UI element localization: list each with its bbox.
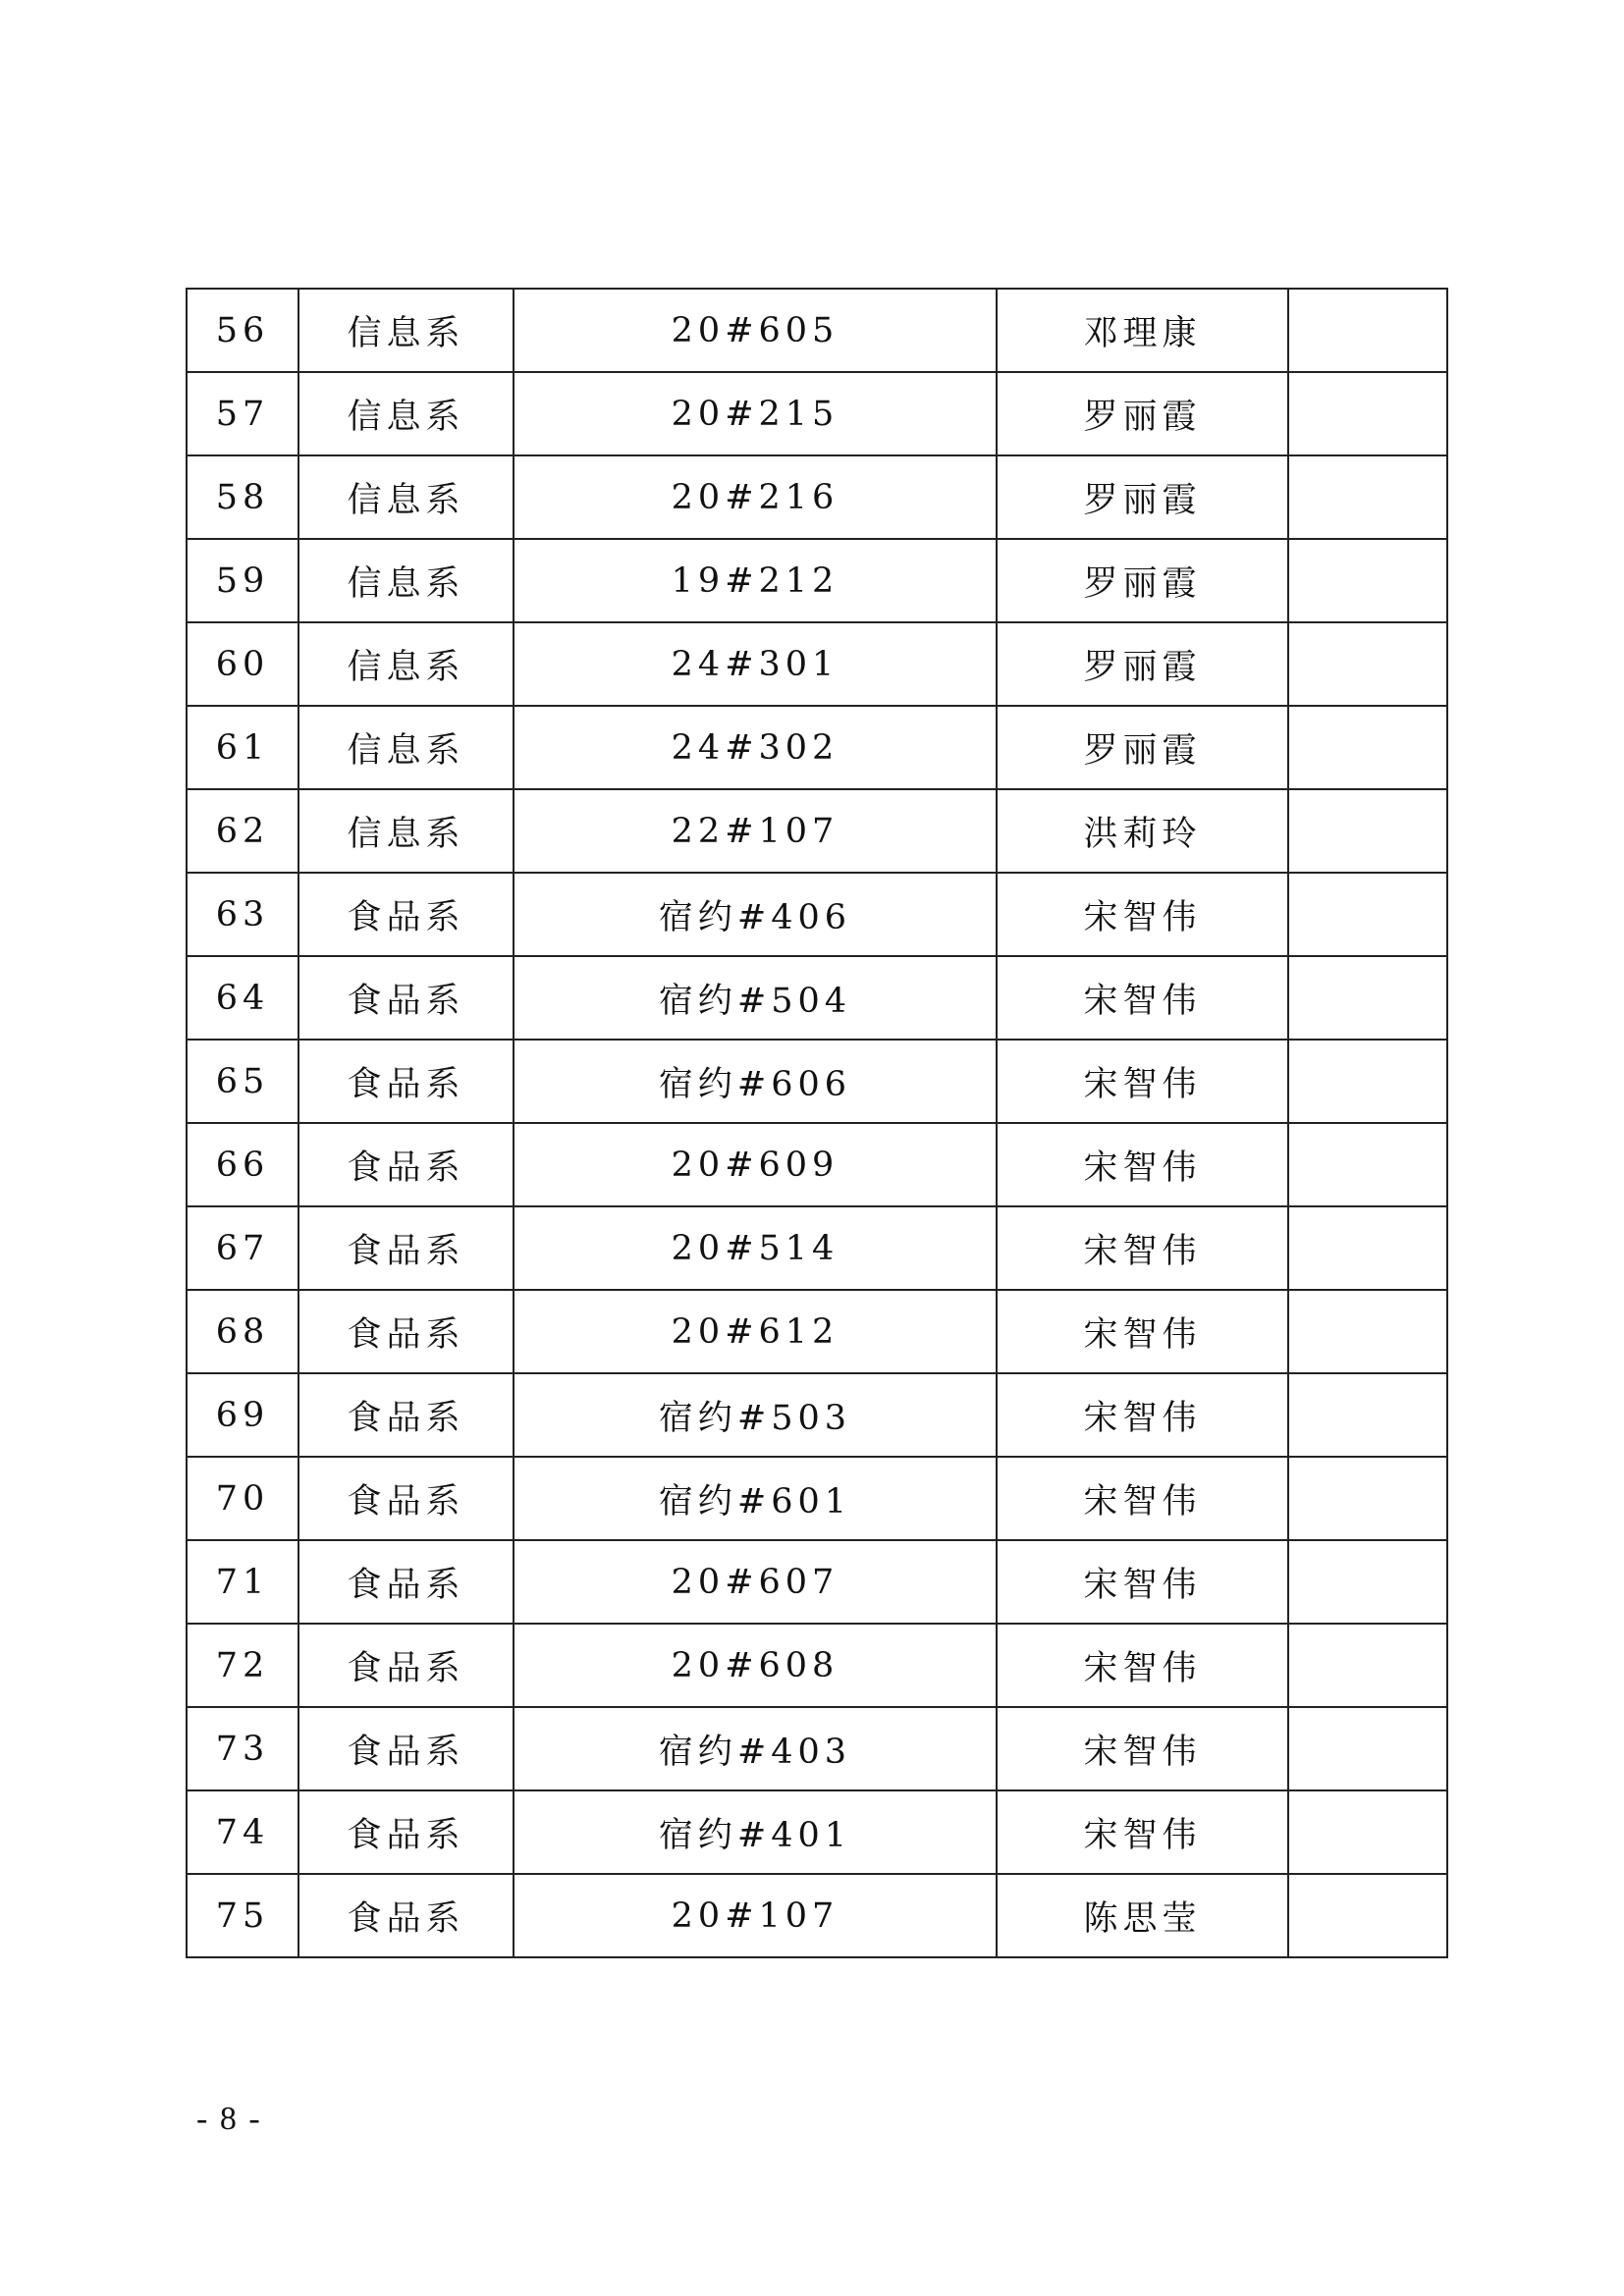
cell-note [1288,1874,1447,1957]
table-row [187,1457,1447,1540]
cell-person: 宋智伟 [997,1040,1288,1123]
cell-room: 20#612 [514,1290,997,1373]
cell-number: 71 [187,1540,298,1624]
cell-note [1288,1457,1447,1540]
table-body [187,289,1447,1957]
cell-person: 罗丽霞 [997,372,1288,455]
cell-number: 60 [187,622,298,706]
cell-person: 邓理康 [997,289,1288,372]
cell-number: 56 [187,289,298,372]
cell-room: 宿约#403 [514,1707,997,1790]
cell-room: 宿约#401 [514,1790,997,1874]
cell-person: 罗丽霞 [997,539,1288,622]
cell-room: 24#302 [514,706,997,789]
cell-department: 食品系 [298,873,514,956]
cell-person: 宋智伟 [997,1707,1288,1790]
table-row [187,1373,1447,1457]
table-row [187,289,1447,372]
cell-number: 58 [187,455,298,539]
cell-note [1288,1290,1447,1373]
table-row [187,956,1447,1040]
cell-department: 信息系 [298,706,514,789]
cell-number: 57 [187,372,298,455]
cell-room: 宿约#606 [514,1040,997,1123]
cell-note [1288,873,1447,956]
cell-room: 宿约#406 [514,873,997,956]
cell-person: 罗丽霞 [997,455,1288,539]
table-row [187,873,1447,956]
cell-room: 20#514 [514,1206,997,1290]
cell-room: 19#212 [514,539,997,622]
cell-number: 68 [187,1290,298,1373]
cell-department: 信息系 [298,289,514,372]
cell-room: 宿约#504 [514,956,997,1040]
cell-department: 信息系 [298,789,514,873]
cell-room: 宿约#503 [514,1373,997,1457]
cell-room: 宿约#601 [514,1457,997,1540]
cell-person: 宋智伟 [997,1790,1288,1874]
table-row [187,622,1447,706]
table-row [187,1540,1447,1624]
cell-note [1288,1040,1447,1123]
cell-department: 信息系 [298,622,514,706]
cell-note [1288,1206,1447,1290]
table-row [187,1624,1447,1707]
cell-person: 罗丽霞 [997,706,1288,789]
cell-note [1288,706,1447,789]
cell-person: 罗丽霞 [997,622,1288,706]
cell-person: 陈思莹 [997,1874,1288,1957]
cell-department: 食品系 [298,1540,514,1624]
dormitory-table-container [186,288,1446,1958]
cell-department: 信息系 [298,455,514,539]
cell-room: 20#607 [514,1540,997,1624]
cell-person: 宋智伟 [997,873,1288,956]
cell-number: 70 [187,1457,298,1540]
cell-number: 63 [187,873,298,956]
cell-room: 20#216 [514,455,997,539]
cell-room: 22#107 [514,789,997,873]
page-number: - 8 - [196,2101,262,2137]
cell-department: 食品系 [298,1040,514,1123]
cell-room: 20#608 [514,1624,997,1707]
dormitory-table [186,288,1448,1958]
cell-department: 食品系 [298,1290,514,1373]
cell-note [1288,622,1447,706]
cell-person: 宋智伟 [997,1373,1288,1457]
cell-department: 食品系 [298,1123,514,1206]
cell-number: 72 [187,1624,298,1707]
cell-department: 食品系 [298,956,514,1040]
cell-number: 59 [187,539,298,622]
cell-number: 65 [187,1040,298,1123]
cell-room: 20#605 [514,289,997,372]
cell-person: 宋智伟 [997,1540,1288,1624]
cell-room: 20#609 [514,1123,997,1206]
cell-note [1288,1373,1447,1457]
cell-number: 69 [187,1373,298,1457]
cell-department: 信息系 [298,372,514,455]
cell-department: 食品系 [298,1790,514,1874]
table-row [187,455,1447,539]
cell-note [1288,1790,1447,1874]
cell-room: 24#301 [514,622,997,706]
cell-person: 宋智伟 [997,1123,1288,1206]
cell-department: 食品系 [298,1457,514,1540]
table-row [187,1874,1447,1957]
table-row [187,1206,1447,1290]
cell-person: 宋智伟 [997,1457,1288,1540]
cell-number: 67 [187,1206,298,1290]
cell-person: 宋智伟 [997,956,1288,1040]
cell-note [1288,289,1447,372]
cell-person: 宋智伟 [997,1624,1288,1707]
table-row [187,1790,1447,1874]
table-row [187,706,1447,789]
cell-note [1288,455,1447,539]
cell-note [1288,1540,1447,1624]
cell-number: 64 [187,956,298,1040]
cell-department: 食品系 [298,1624,514,1707]
table-row [187,372,1447,455]
cell-department: 食品系 [298,1206,514,1290]
cell-note [1288,1624,1447,1707]
cell-note [1288,1707,1447,1790]
cell-department: 食品系 [298,1373,514,1457]
cell-person: 宋智伟 [997,1290,1288,1373]
table-row [187,1707,1447,1790]
cell-person: 宋智伟 [997,1206,1288,1290]
table-row [187,1290,1447,1373]
table-row [187,539,1447,622]
cell-number: 74 [187,1790,298,1874]
cell-number: 62 [187,789,298,873]
cell-room: 20#215 [514,372,997,455]
cell-note [1288,789,1447,873]
table-row [187,789,1447,873]
table-row [187,1040,1447,1123]
cell-number: 73 [187,1707,298,1790]
cell-number: 61 [187,706,298,789]
cell-department: 食品系 [298,1874,514,1957]
cell-room: 20#107 [514,1874,997,1957]
cell-number: 66 [187,1123,298,1206]
cell-department: 食品系 [298,1707,514,1790]
cell-person: 洪莉玲 [997,789,1288,873]
cell-number: 75 [187,1874,298,1957]
cell-note [1288,372,1447,455]
cell-note [1288,1123,1447,1206]
cell-note [1288,539,1447,622]
table-row [187,1123,1447,1206]
cell-note [1288,956,1447,1040]
cell-department: 信息系 [298,539,514,622]
